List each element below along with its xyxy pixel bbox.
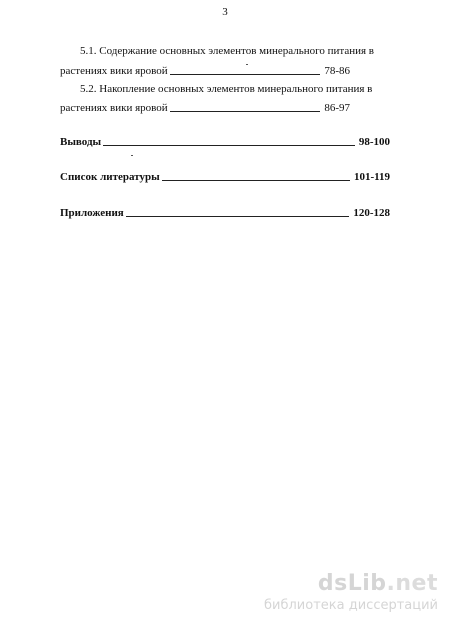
toc-item-conclusions-label: Выводы (60, 136, 102, 148)
page-number: 3 (222, 6, 228, 18)
scan-speck (246, 64, 248, 65)
toc-item-5-1-title: 5.1. Содержание основных элементов минерального питания в (80, 45, 374, 57)
toc-item-5-2-title: 5.2. Накопление основных элементов минерального питания в (80, 83, 373, 95)
toc-item-appendices (60, 206, 390, 220)
toc-leader-line (170, 73, 321, 75)
toc-item-5-2-label: растениях вики яровой (60, 102, 168, 114)
watermark (264, 572, 438, 614)
toc-item-conclusions (60, 135, 390, 149)
toc-item-references-label: Список литературы (60, 171, 160, 183)
toc-leader-line (162, 179, 350, 181)
toc-item-5-2 (60, 101, 350, 115)
watermark-tagline: библиотека диссертаций (264, 598, 438, 613)
toc-leader-line (170, 110, 321, 112)
toc-item-5-1 (60, 64, 350, 78)
scan-speck (131, 155, 133, 156)
watermark-brand-prefix: dsLib (317, 571, 387, 596)
toc-item-references (60, 170, 390, 184)
toc-leader-line (103, 144, 355, 146)
watermark-brand-suffix: .net (386, 571, 438, 596)
toc-item-5-2-pages: 86-97 (324, 102, 350, 114)
toc-item-appendices-pages: 120-128 (353, 207, 390, 219)
toc-item-references-pages: 101-119 (353, 171, 390, 183)
watermark-brand (264, 572, 438, 596)
toc-item-appendices-label: Приложения (60, 207, 124, 219)
toc-leader-line (126, 215, 350, 217)
toc-item-conclusions-pages: 98-100 (358, 136, 390, 148)
toc-item-5-1-pages: 78-86 (324, 65, 350, 77)
toc-item-5-1-label: растениях вики яровой (60, 65, 168, 77)
